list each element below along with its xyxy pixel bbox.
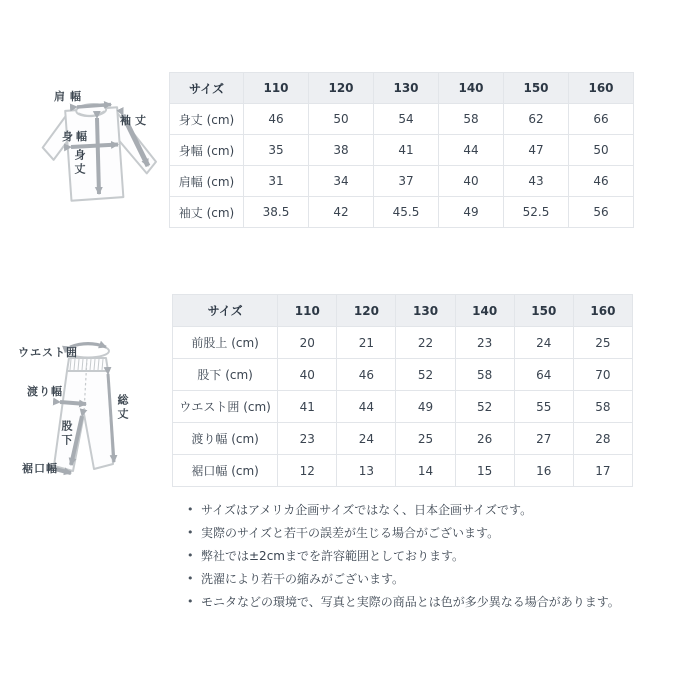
value-cell: 64 bbox=[514, 359, 573, 391]
total-length-label: 総丈 bbox=[116, 394, 129, 422]
value-cell: 58 bbox=[455, 359, 514, 391]
value-cell: 24 bbox=[514, 327, 573, 359]
value-cell: 37 bbox=[374, 166, 439, 197]
row-label-cell: 袖丈 (cm) bbox=[170, 197, 244, 228]
table-row bbox=[173, 327, 633, 359]
value-cell: 50 bbox=[309, 104, 374, 135]
value-cell: 54 bbox=[374, 104, 439, 135]
value-cell: 40 bbox=[278, 359, 337, 391]
size-column-header: 110 bbox=[278, 295, 337, 327]
waist-circumference-label: ウエスト囲 bbox=[18, 346, 78, 359]
row-label-cell: 股下 (cm) bbox=[173, 359, 278, 391]
body-width-label: 身幅 bbox=[62, 130, 90, 143]
value-cell: 58 bbox=[573, 391, 632, 423]
value-cell: 20 bbox=[278, 327, 337, 359]
value-cell: 38 bbox=[309, 135, 374, 166]
size-column-header: 160 bbox=[569, 73, 634, 104]
size-header-cell: サイズ bbox=[170, 73, 244, 104]
row-label-cell: 身幅 (cm) bbox=[170, 135, 244, 166]
value-cell: 22 bbox=[396, 327, 455, 359]
value-cell: 38.5 bbox=[244, 197, 309, 228]
value-cell: 34 bbox=[309, 166, 374, 197]
body-length-arrow bbox=[97, 118, 99, 194]
size-column-header: 160 bbox=[573, 295, 632, 327]
note-item: • 弊社では±2cmまでを許容範囲としております。 bbox=[186, 550, 656, 562]
hem-width-label: 裾口幅 bbox=[22, 462, 58, 475]
value-cell: 44 bbox=[337, 391, 396, 423]
value-cell: 28 bbox=[573, 423, 632, 455]
table-row bbox=[170, 197, 634, 228]
tops-size-table bbox=[169, 72, 634, 228]
size-column-header: 120 bbox=[309, 73, 374, 104]
value-cell: 35 bbox=[244, 135, 309, 166]
size-notes-list bbox=[186, 504, 656, 619]
value-cell: 52 bbox=[455, 391, 514, 423]
size-column-header: 110 bbox=[244, 73, 309, 104]
value-cell: 58 bbox=[439, 104, 504, 135]
value-cell: 56 bbox=[569, 197, 634, 228]
value-cell: 52 bbox=[396, 359, 455, 391]
shirt-drawing bbox=[18, 84, 170, 214]
value-cell: 70 bbox=[573, 359, 632, 391]
tops-table-header-row bbox=[170, 73, 634, 104]
table-row bbox=[173, 391, 633, 423]
value-cell: 41 bbox=[278, 391, 337, 423]
value-cell: 45.5 bbox=[374, 197, 439, 228]
thigh-width-label: 渡り幅 bbox=[27, 385, 63, 398]
row-label-cell: 肩幅 (cm) bbox=[170, 166, 244, 197]
note-item: • サイズはアメリカ企画サイズではなく、日本企画サイズです。 bbox=[186, 504, 656, 516]
value-cell: 14 bbox=[396, 455, 455, 487]
note-item: • 洗濯により若干の縮みがございます。 bbox=[186, 573, 656, 585]
value-cell: 43 bbox=[504, 166, 569, 197]
body-width-arrow bbox=[71, 145, 118, 148]
value-cell: 31 bbox=[244, 166, 309, 197]
row-label-cell: 渡り幅 (cm) bbox=[173, 423, 278, 455]
value-cell: 49 bbox=[439, 197, 504, 228]
table-row bbox=[173, 455, 633, 487]
value-cell: 42 bbox=[309, 197, 374, 228]
size-column-header: 150 bbox=[504, 73, 569, 104]
value-cell: 27 bbox=[514, 423, 573, 455]
bottoms-size-table bbox=[172, 294, 633, 487]
value-cell: 52.5 bbox=[504, 197, 569, 228]
value-cell: 46 bbox=[337, 359, 396, 391]
value-cell: 66 bbox=[569, 104, 634, 135]
row-label-cell: 裾口幅 (cm) bbox=[173, 455, 278, 487]
row-label-cell: 身丈 (cm) bbox=[170, 104, 244, 135]
value-cell: 16 bbox=[514, 455, 573, 487]
value-cell: 25 bbox=[396, 423, 455, 455]
value-cell: 23 bbox=[278, 423, 337, 455]
value-cell: 24 bbox=[337, 423, 396, 455]
thigh-width-arrow bbox=[60, 402, 86, 404]
value-cell: 49 bbox=[396, 391, 455, 423]
size-column-header: 130 bbox=[396, 295, 455, 327]
bottoms-table-header-row bbox=[173, 295, 633, 327]
value-cell: 50 bbox=[569, 135, 634, 166]
size-column-header: 150 bbox=[514, 295, 573, 327]
row-label-cell: ウエスト囲 (cm) bbox=[173, 391, 278, 423]
value-cell: 55 bbox=[514, 391, 573, 423]
value-cell: 46 bbox=[244, 104, 309, 135]
table-row bbox=[173, 423, 633, 455]
value-cell: 17 bbox=[573, 455, 632, 487]
value-cell: 26 bbox=[455, 423, 514, 455]
shoulder-width-arrow bbox=[77, 105, 111, 108]
note-item: • 実際のサイズと若干の誤差が生じる場合がございます。 bbox=[186, 527, 656, 539]
pants-measurement-diagram bbox=[10, 332, 166, 484]
size-column-header: 140 bbox=[455, 295, 514, 327]
value-cell: 12 bbox=[278, 455, 337, 487]
value-cell: 47 bbox=[504, 135, 569, 166]
pants-outline bbox=[54, 345, 113, 472]
value-cell: 62 bbox=[504, 104, 569, 135]
table-row bbox=[173, 359, 633, 391]
value-cell: 21 bbox=[337, 327, 396, 359]
value-cell: 15 bbox=[455, 455, 514, 487]
value-cell: 40 bbox=[439, 166, 504, 197]
row-label-cell: 前股上 (cm) bbox=[173, 327, 278, 359]
table-row bbox=[170, 166, 634, 197]
table-row bbox=[170, 135, 634, 166]
size-column-header: 140 bbox=[439, 73, 504, 104]
note-item: • モニタなどの環境で、写真と実際の商品とは色が多少異なる場合があります。 bbox=[186, 596, 656, 608]
shirt-measurement-diagram bbox=[18, 84, 170, 214]
body-length-label: 身丈 bbox=[73, 149, 86, 177]
size-header-cell: サイズ bbox=[173, 295, 278, 327]
value-cell: 41 bbox=[374, 135, 439, 166]
shoulder-width-label: 肩幅 bbox=[54, 90, 86, 103]
inseam-label: 股下 bbox=[60, 420, 73, 448]
table-row bbox=[170, 104, 634, 135]
sleeve-length-label: 袖丈 bbox=[120, 114, 150, 127]
value-cell: 23 bbox=[455, 327, 514, 359]
size-column-header: 120 bbox=[337, 295, 396, 327]
value-cell: 13 bbox=[337, 455, 396, 487]
size-column-header: 130 bbox=[374, 73, 439, 104]
value-cell: 25 bbox=[573, 327, 632, 359]
value-cell: 44 bbox=[439, 135, 504, 166]
value-cell: 46 bbox=[569, 166, 634, 197]
